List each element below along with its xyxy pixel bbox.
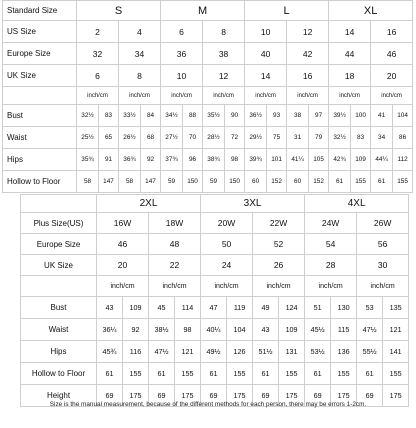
size-row xyxy=(21,234,409,255)
measure-value: 100 xyxy=(351,105,371,127)
size-value: 56 xyxy=(357,234,409,255)
measure-row xyxy=(21,319,409,341)
size-value: 30 xyxy=(357,255,409,276)
unit-label: inch/cm xyxy=(253,276,305,297)
size-row xyxy=(3,65,413,87)
measure-value: 45¾ xyxy=(97,341,123,363)
measurement-note: Size is the manual measurement, because of the different methods for each person, there may be errors 1-2cm. xyxy=(49,401,367,408)
measure-row xyxy=(21,341,409,363)
measure-value: 41¼ xyxy=(287,149,309,171)
size-value: 16 xyxy=(287,65,329,87)
unit-row xyxy=(21,276,409,297)
unit-label: inch/cm xyxy=(161,87,203,105)
measure-value: 69 xyxy=(97,385,123,407)
measure-value: 101 xyxy=(267,149,287,171)
size-value: 10 xyxy=(245,21,287,43)
measure-value: 51 xyxy=(305,297,331,319)
measure-value: 39¾ xyxy=(245,149,267,171)
measure-value: 60 xyxy=(245,171,267,193)
measure-value: 126 xyxy=(227,341,253,363)
size-value: 54 xyxy=(305,234,357,255)
measure-value: 175 xyxy=(331,385,357,407)
measure-value: 28½ xyxy=(203,127,225,149)
row-label: UK Size xyxy=(3,65,77,87)
size-value: 8 xyxy=(119,65,161,87)
size-row xyxy=(21,213,409,234)
measure-value: 69 xyxy=(149,385,175,407)
measure-row xyxy=(3,105,413,127)
measure-value: 155 xyxy=(175,363,201,385)
measure-value: 98 xyxy=(225,149,245,171)
measure-value: 45 xyxy=(149,297,175,319)
measure-value: 69 xyxy=(305,385,331,407)
measure-value: 155 xyxy=(393,171,413,193)
measure-value: 109 xyxy=(351,149,371,171)
measure-value: 155 xyxy=(383,363,409,385)
measure-value: 104 xyxy=(393,105,413,127)
measure-value: 175 xyxy=(123,385,149,407)
measure-value: 155 xyxy=(123,363,149,385)
measure-value: 155 xyxy=(351,171,371,193)
size-header-row xyxy=(3,1,413,21)
measure-value: 38 xyxy=(287,105,309,127)
standard-size-table xyxy=(2,0,413,193)
measure-value: 130 xyxy=(331,297,357,319)
measure-value: 70 xyxy=(183,127,203,149)
measure-value: 115 xyxy=(331,319,357,341)
measure-value: 152 xyxy=(309,171,329,193)
measure-value: 69 xyxy=(201,385,227,407)
size-letter: L xyxy=(245,1,329,21)
size-value: 14 xyxy=(329,21,371,43)
measure-value: 37¾ xyxy=(161,149,183,171)
measure-value: 175 xyxy=(175,385,201,407)
measure-value: 131 xyxy=(279,341,305,363)
measure-value: 155 xyxy=(331,363,357,385)
size-value: 22 xyxy=(149,255,201,276)
measure-value: 83 xyxy=(351,127,371,149)
unit-label: inch/cm xyxy=(329,87,371,105)
unit-label: inch/cm xyxy=(149,276,201,297)
unit-row xyxy=(3,87,413,105)
measure-row xyxy=(3,171,413,193)
unit-label: inch/cm xyxy=(357,276,409,297)
measure-value: 72 xyxy=(225,127,245,149)
measure-value: 91 xyxy=(99,149,119,171)
row-label: Europe Size xyxy=(3,43,77,65)
row-label: US Size xyxy=(3,21,77,43)
measure-value: 147 xyxy=(99,171,119,193)
size-value: 50 xyxy=(201,234,253,255)
unit-label: inch/cm xyxy=(77,87,119,105)
row-label: Plus Size(US) xyxy=(21,213,97,234)
measure-value: 75 xyxy=(267,127,287,149)
measure-value: 90 xyxy=(225,105,245,127)
measure-value: 61 xyxy=(357,363,383,385)
measure-value: 36¾ xyxy=(119,149,141,171)
size-value: 12 xyxy=(203,65,245,87)
measure-value: 141 xyxy=(383,341,409,363)
row-label: Waist xyxy=(3,127,77,149)
measure-value: 38½ xyxy=(149,319,175,341)
measure-value: 35½ xyxy=(203,105,225,127)
measure-value: 135 xyxy=(383,297,409,319)
measure-row xyxy=(21,363,409,385)
measure-value: 96 xyxy=(183,149,203,171)
measure-value: 38¾ xyxy=(203,149,225,171)
measure-value: 155 xyxy=(279,363,305,385)
measure-value: 114 xyxy=(175,297,201,319)
row-label-empty xyxy=(3,87,77,105)
size-letter: 3XL xyxy=(201,195,305,213)
measure-value: 65 xyxy=(99,127,119,149)
measure-value: 84 xyxy=(141,105,161,127)
measure-value: 61 xyxy=(253,363,279,385)
measure-value: 51½ xyxy=(253,341,279,363)
size-value: 44 xyxy=(329,43,371,65)
unit-label: inch/cm xyxy=(201,276,253,297)
unit-label: inch/cm xyxy=(305,276,357,297)
measure-value: 36½ xyxy=(245,105,267,127)
measure-value: 93 xyxy=(267,105,287,127)
row-label: Hollow to Floor xyxy=(21,363,97,385)
size-value: 10 xyxy=(161,65,203,87)
size-value: 8 xyxy=(203,21,245,43)
unit-label: inch/cm xyxy=(245,87,287,105)
measure-value: 88 xyxy=(183,105,203,127)
size-value: 26 xyxy=(253,255,305,276)
measure-value: 58 xyxy=(119,171,141,193)
row-label-empty xyxy=(21,276,97,297)
measure-value: 53 xyxy=(357,297,383,319)
size-value: 46 xyxy=(371,43,413,65)
measure-value: 36¼ xyxy=(97,319,123,341)
measure-value: 43 xyxy=(97,297,123,319)
measure-value: 26½ xyxy=(119,127,141,149)
measure-value: 150 xyxy=(225,171,245,193)
size-letter: XL xyxy=(329,1,413,21)
size-value: 16 xyxy=(371,21,413,43)
size-value: 12 xyxy=(287,21,329,43)
size-value: 36 xyxy=(161,43,203,65)
size-value: 4 xyxy=(119,21,161,43)
size-header-row xyxy=(21,195,409,213)
size-row xyxy=(21,255,409,276)
measure-value: 32½ xyxy=(329,127,351,149)
measure-row xyxy=(3,127,413,149)
size-value: 42 xyxy=(287,43,329,65)
measure-value: 175 xyxy=(279,385,305,407)
measure-value: 34 xyxy=(371,127,393,149)
size-row xyxy=(3,21,413,43)
size-letter: 4XL xyxy=(305,195,409,213)
size-value: 34 xyxy=(119,43,161,65)
measure-value: 34½ xyxy=(161,105,183,127)
measure-value: 61 xyxy=(329,171,351,193)
unit-label: inch/cm xyxy=(119,87,161,105)
measure-value: 69 xyxy=(253,385,279,407)
size-value: 32 xyxy=(77,43,119,65)
header-empty xyxy=(21,195,97,213)
measure-row xyxy=(21,297,409,319)
measure-value: 175 xyxy=(383,385,409,407)
row-label: Hips xyxy=(3,149,77,171)
measure-value: 35¾ xyxy=(77,149,99,171)
size-letter: 2XL xyxy=(97,195,201,213)
measure-value: 98 xyxy=(175,319,201,341)
size-value: 6 xyxy=(77,65,119,87)
measure-value: 41 xyxy=(371,105,393,127)
measure-value: 44¼ xyxy=(371,149,393,171)
measure-value: 25½ xyxy=(77,127,99,149)
size-value: 24W xyxy=(305,213,357,234)
measure-value: 104 xyxy=(227,319,253,341)
size-value: 52 xyxy=(253,234,305,255)
size-value: 6 xyxy=(161,21,203,43)
size-letter: M xyxy=(161,1,245,21)
measure-value: 61 xyxy=(149,363,175,385)
measure-value: 92 xyxy=(123,319,149,341)
measure-value: 109 xyxy=(123,297,149,319)
measure-value: 61 xyxy=(201,363,227,385)
unit-label: inch/cm xyxy=(371,87,413,105)
measure-value: 60 xyxy=(287,171,309,193)
measure-value: 33½ xyxy=(119,105,141,127)
row-label: Waist xyxy=(21,319,97,341)
measure-value: 109 xyxy=(279,319,305,341)
size-letter: S xyxy=(77,1,161,21)
measure-value: 47½ xyxy=(149,341,175,363)
unit-label: inch/cm xyxy=(97,276,149,297)
measure-value: 152 xyxy=(267,171,287,193)
measure-value: 124 xyxy=(279,297,305,319)
size-value: 46 xyxy=(97,234,149,255)
size-value: 2 xyxy=(77,21,119,43)
measure-value: 47½ xyxy=(357,319,383,341)
measure-value: 58 xyxy=(77,171,99,193)
measure-value: 39½ xyxy=(329,105,351,127)
measure-value: 40¼ xyxy=(201,319,227,341)
measure-value: 83 xyxy=(99,105,119,127)
unit-label: inch/cm xyxy=(287,87,329,105)
size-value: 26W xyxy=(357,213,409,234)
measure-value: 49½ xyxy=(201,341,227,363)
measure-value: 68 xyxy=(141,127,161,149)
measure-value: 147 xyxy=(141,171,161,193)
size-value: 24 xyxy=(201,255,253,276)
measure-value: 61 xyxy=(97,363,123,385)
measure-value: 155 xyxy=(227,363,253,385)
size-value: 22W xyxy=(253,213,305,234)
measure-row xyxy=(3,149,413,171)
measure-value: 49 xyxy=(253,297,279,319)
row-label: UK Size xyxy=(21,255,97,276)
measure-value: 29½ xyxy=(245,127,267,149)
size-value: 16W xyxy=(97,213,149,234)
measure-value: 121 xyxy=(175,341,201,363)
measure-value: 112 xyxy=(393,149,413,171)
measure-value: 55½ xyxy=(357,341,383,363)
measure-value: 92 xyxy=(141,149,161,171)
row-label: Hollow to Floor xyxy=(3,171,77,193)
size-value: 28 xyxy=(305,255,357,276)
measure-value: 42¾ xyxy=(329,149,351,171)
unit-label: inch/cm xyxy=(203,87,245,105)
size-value: 18 xyxy=(329,65,371,87)
measure-value: 175 xyxy=(227,385,253,407)
size-value: 20W xyxy=(201,213,253,234)
plus-size-table xyxy=(20,194,409,407)
measure-value: 69 xyxy=(357,385,383,407)
measure-value: 61 xyxy=(305,363,331,385)
size-value: 14 xyxy=(245,65,287,87)
measure-value: 47 xyxy=(201,297,227,319)
row-label: Hips xyxy=(21,341,97,363)
row-label: Europe Size xyxy=(21,234,97,255)
measure-value: 59 xyxy=(161,171,183,193)
header-label: Standard Size xyxy=(3,1,77,21)
measure-value: 105 xyxy=(309,149,329,171)
measure-value: 53½ xyxy=(305,341,331,363)
measure-value: 136 xyxy=(331,341,357,363)
measure-value: 43 xyxy=(253,319,279,341)
row-label: Bust xyxy=(3,105,77,127)
size-row xyxy=(3,43,413,65)
measure-value: 150 xyxy=(183,171,203,193)
size-value: 18W xyxy=(149,213,201,234)
measure-value: 59 xyxy=(203,171,225,193)
measure-value: 32½ xyxy=(77,105,99,127)
measure-value: 86 xyxy=(393,127,413,149)
measure-value: 97 xyxy=(309,105,329,127)
row-label: Height xyxy=(21,385,97,407)
measure-value: 61 xyxy=(371,171,393,193)
size-value: 40 xyxy=(245,43,287,65)
measure-value: 119 xyxy=(227,297,253,319)
measure-value: 79 xyxy=(309,127,329,149)
size-value: 48 xyxy=(149,234,201,255)
measure-value: 121 xyxy=(383,319,409,341)
measure-value: 116 xyxy=(123,341,149,363)
measure-value: 27½ xyxy=(161,127,183,149)
measure-value: 45½ xyxy=(305,319,331,341)
measure-value: 31 xyxy=(287,127,309,149)
size-value: 20 xyxy=(97,255,149,276)
row-label: Bust xyxy=(21,297,97,319)
size-value: 38 xyxy=(203,43,245,65)
size-value: 20 xyxy=(371,65,413,87)
